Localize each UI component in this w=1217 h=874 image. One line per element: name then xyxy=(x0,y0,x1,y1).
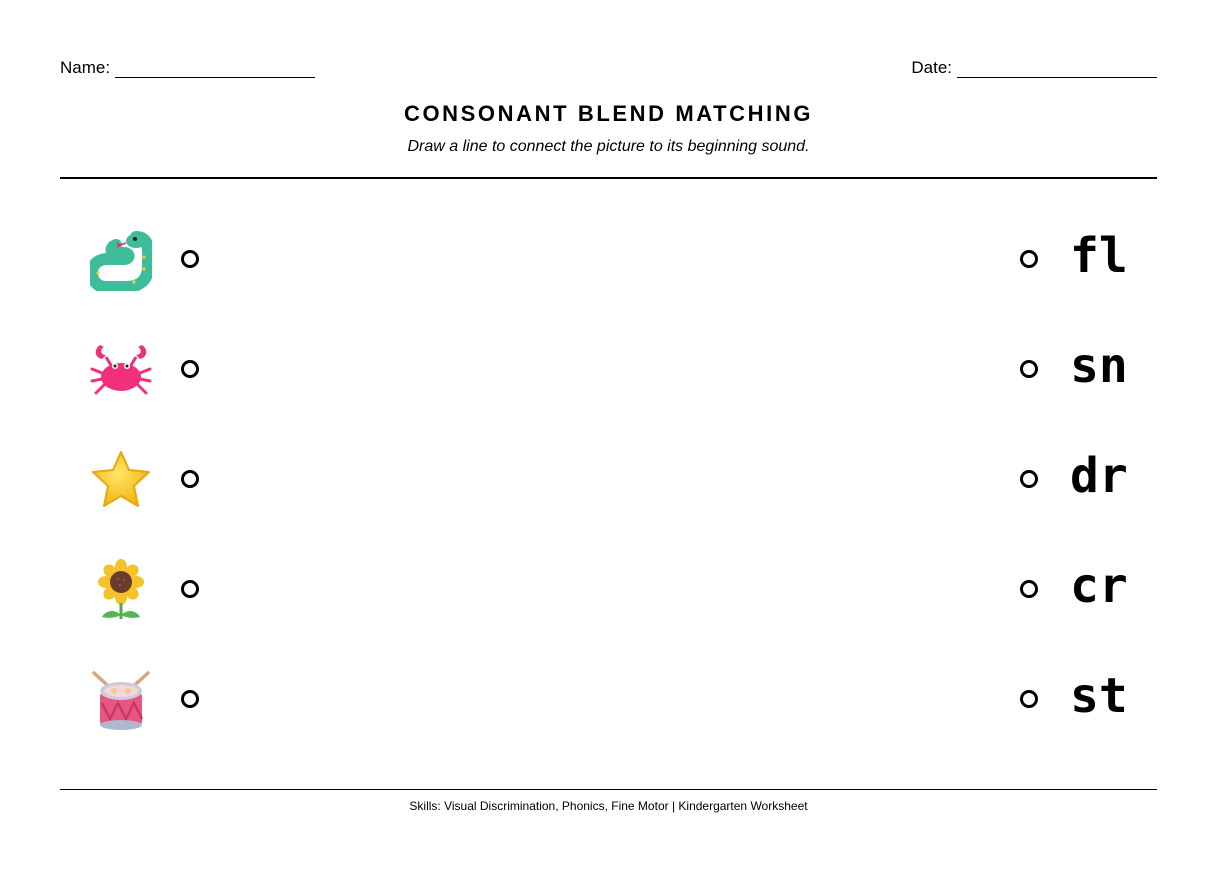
top-divider xyxy=(60,177,1157,179)
snake-icon xyxy=(90,229,152,291)
crab-icon xyxy=(90,339,152,401)
star-icon xyxy=(90,449,152,511)
blend-label: cr xyxy=(1070,558,1128,614)
picture-dot[interactable] xyxy=(181,360,199,378)
drum-icon xyxy=(90,669,152,731)
picture-dot[interactable] xyxy=(181,250,199,268)
sunflower-icon xyxy=(90,559,152,621)
match-row-1 xyxy=(60,224,1157,294)
blend-label: dr xyxy=(1070,448,1128,504)
match-row-4 xyxy=(60,554,1157,624)
header-row xyxy=(60,58,1157,82)
name-label: Name: xyxy=(60,58,111,77)
blend-dot[interactable] xyxy=(1020,360,1038,378)
footer-text: Skills: Visual Discrimination, Phonics, Fine Motor | Kindergarten Worksheet xyxy=(409,799,808,813)
bottom-divider xyxy=(60,789,1157,790)
date-line[interactable] xyxy=(957,61,1157,78)
name-line[interactable] xyxy=(115,61,315,78)
match-row-2 xyxy=(60,334,1157,404)
blend-dot[interactable] xyxy=(1020,250,1038,268)
page-title: CONSONANT BLEND MATCHING xyxy=(403,101,814,126)
picture-dot[interactable] xyxy=(181,690,199,708)
picture-dot[interactable] xyxy=(181,580,199,598)
date-field[interactable] xyxy=(911,58,1157,78)
date-label: Date: xyxy=(911,58,952,77)
instructions: Draw a line to connect the picture to its beginning sound. xyxy=(407,138,810,155)
match-row-5 xyxy=(60,664,1157,734)
blend-label: st xyxy=(1070,668,1128,724)
blend-dot[interactable] xyxy=(1020,470,1038,488)
match-row-3 xyxy=(60,444,1157,514)
name-field[interactable] xyxy=(60,58,315,78)
blend-dot[interactable] xyxy=(1020,690,1038,708)
blend-label: fl xyxy=(1070,228,1128,284)
picture-dot[interactable] xyxy=(181,470,199,488)
blend-label: sn xyxy=(1070,338,1128,394)
blend-dot[interactable] xyxy=(1020,580,1038,598)
